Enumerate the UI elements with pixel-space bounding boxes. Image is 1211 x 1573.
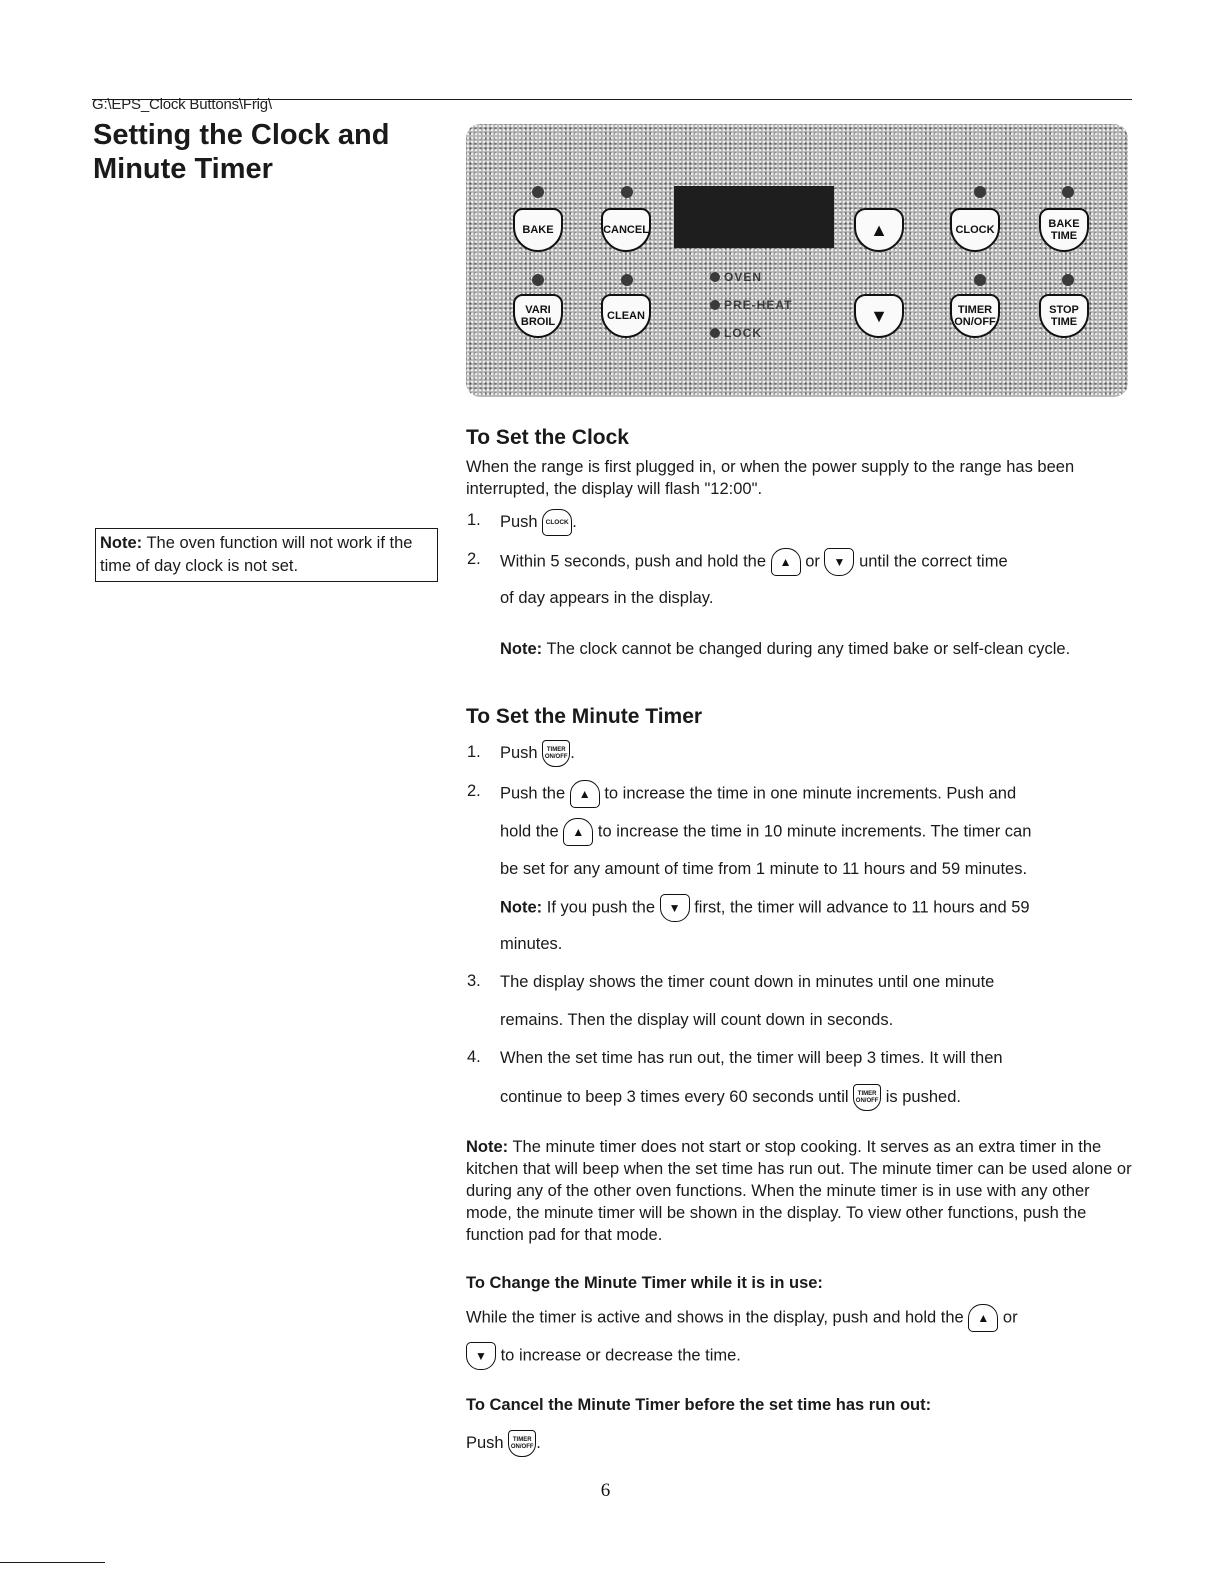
step-number: 3. <box>467 972 481 990</box>
timer-on-off-pad[interactable]: TIMER ON/OFF <box>950 294 1000 338</box>
set-clock-intro: When the range is first plugged in, or when the power supply to the range has been interrupted, the display will flash "12:00". <box>466 458 1075 498</box>
body-text: While the timer is active and shows in the display, push and hold the <box>466 1308 964 1327</box>
side-note-label: Note: <box>100 534 143 552</box>
step-number: 1. <box>467 743 481 761</box>
clock-pad-icon: CLOCK <box>542 509 572 536</box>
top-rule <box>92 99 1132 100</box>
step-continuation <box>500 818 1031 846</box>
change-timer-line-2 <box>466 1342 741 1370</box>
page-title: Setting the Clock and Minute Timer <box>93 119 390 185</box>
oven-indicator-light <box>710 272 720 282</box>
step-text: Push the <box>500 784 566 803</box>
cancel-timer-heading: To Cancel the Minute Timer before the set time has run out: <box>466 1396 932 1414</box>
preheat-indicator-label: PRE-HEAT <box>724 298 793 312</box>
body-text: or <box>1002 1308 1018 1327</box>
step-text: to increase the time in 10 minute increments. The timer can <box>597 822 1032 841</box>
timer-pad-icon: TIMER ON/OFF <box>542 740 570 767</box>
timer-pad-icon: TIMER ON/OFF <box>853 1084 881 1111</box>
page-number: 6 <box>600 1480 611 1501</box>
note-text: If you push the <box>546 898 656 917</box>
step-text: or <box>805 552 820 571</box>
bake-time-pad[interactable]: BAKE TIME <box>1039 208 1089 252</box>
up-arrow-icon: ▲ <box>771 548 801 576</box>
set-clock-note <box>500 638 1136 660</box>
body-text: to increase or decrease the time. <box>500 1346 741 1365</box>
set-timer-step-2 <box>500 780 1016 808</box>
note-text: The clock cannot be changed during any timed bake or self-clean cycle. <box>546 640 1071 658</box>
timer-pad-icon: TIMER ON/OFF <box>508 1430 536 1457</box>
side-note-box <box>95 528 438 582</box>
change-timer-line-1 <box>466 1304 1018 1332</box>
set-timer-step-2-note <box>500 894 1030 922</box>
note-text: first, the timer will advance to 11 hours and 59 <box>694 898 1030 917</box>
step-continuation: minutes. <box>500 935 563 953</box>
lock-indicator-light <box>710 328 720 338</box>
indicator-light <box>974 186 986 198</box>
display-window <box>674 186 834 248</box>
step-text: Push <box>500 512 538 531</box>
down-arrow-icon: ▼ <box>660 894 690 922</box>
set-clock-heading: To Set the Clock <box>466 426 629 449</box>
cancel-pad[interactable]: CANCEL <box>601 208 651 252</box>
step-continuation: of day appears in the display. <box>500 589 714 607</box>
step-number: 2. <box>467 550 481 568</box>
step-text: until the correct time <box>859 552 1008 571</box>
note-label: Note: <box>500 898 543 917</box>
note-label: Note: <box>466 1138 509 1156</box>
down-arrow-icon: ▼ <box>824 548 854 576</box>
down-arrow-icon: ▼ <box>466 1342 496 1370</box>
down-arrow-pad[interactable]: ▼ <box>854 294 904 338</box>
oven-indicator-label: OVEN <box>724 270 763 284</box>
up-arrow-icon: ▲ <box>570 780 600 808</box>
preheat-indicator-light <box>710 300 720 310</box>
cancel-timer-instruction: Push TIMER ON/OFF . <box>466 1430 541 1457</box>
minute-timer-note <box>466 1136 1136 1246</box>
set-timer-step-4: When the set time has run out, the timer will beep 3 times. It will then <box>500 1049 1003 1067</box>
step-text: hold the <box>500 822 559 841</box>
indicator-light <box>621 186 633 198</box>
clock-pad[interactable]: CLOCK <box>950 208 1000 252</box>
change-timer-heading: To Change the Minute Timer while it is in use: <box>466 1274 823 1292</box>
step-text: Push <box>500 743 538 762</box>
stop-time-pad[interactable]: STOP TIME <box>1039 294 1089 338</box>
step-text: Within 5 seconds, push and hold the <box>500 552 767 571</box>
indicator-light <box>532 274 544 286</box>
step-number: 4. <box>467 1048 481 1066</box>
clean-pad[interactable]: CLEAN <box>601 294 651 338</box>
side-note-text: The oven function will not work if the time of day clock is not set. <box>100 534 413 575</box>
indicator-light <box>1062 274 1074 286</box>
up-arrow-icon: ▲ <box>968 1304 998 1332</box>
up-arrow-icon: ▲ <box>563 818 593 846</box>
note-text: The minute timer does not start or stop cooking. It serves as an extra timer in the kitchen that will beep when the set time has run out. The minute timer can be used alone or during any of the other oven functions. When the minute timer is in use with any other mode, the minute timer will be shown in the display. To view other functions, push the function pad for that mode. <box>466 1138 1132 1244</box>
indicator-light <box>532 186 544 198</box>
step-number: 2. <box>467 782 481 800</box>
set-clock-step-2 <box>500 548 1008 576</box>
note-label: Note: <box>500 640 543 658</box>
step-number: 1. <box>467 511 481 529</box>
set-clock-step-1: Push CLOCK . <box>500 509 577 536</box>
set-timer-heading: To Set the Minute Timer <box>466 705 703 728</box>
indicator-light <box>621 274 633 286</box>
lock-indicator-label: LOCK <box>724 326 762 340</box>
step-text: continue to beep 3 times every 60 seconds until <box>500 1087 849 1106</box>
up-arrow-pad[interactable]: ▲ <box>854 208 904 252</box>
indicator-light <box>1062 186 1074 198</box>
bake-pad[interactable]: BAKE <box>513 208 563 252</box>
set-timer-step-1: Push TIMER ON/OFF . <box>500 740 575 767</box>
indicator-light <box>974 274 986 286</box>
step-text: to increase the time in one minute increments. Push and <box>604 784 1017 803</box>
vari-broil-pad[interactable]: VARI BROIL <box>513 294 563 338</box>
control-panel-illustration <box>466 124 1128 397</box>
step-continuation <box>500 1084 961 1111</box>
step-continuation: be set for any amount of time from 1 minute to 11 hours and 59 minutes. <box>500 860 1028 878</box>
step-continuation: remains. Then the display will count down in seconds. <box>500 1011 894 1029</box>
step-text: is pushed. <box>885 1087 961 1106</box>
set-timer-step-3: The display shows the timer count down in minutes until one minute <box>500 973 995 991</box>
bottom-rule <box>0 1562 105 1563</box>
file-path-label: G:\EPS_Clock Buttons\Frig\ <box>92 96 272 113</box>
body-text: Push <box>466 1433 504 1452</box>
